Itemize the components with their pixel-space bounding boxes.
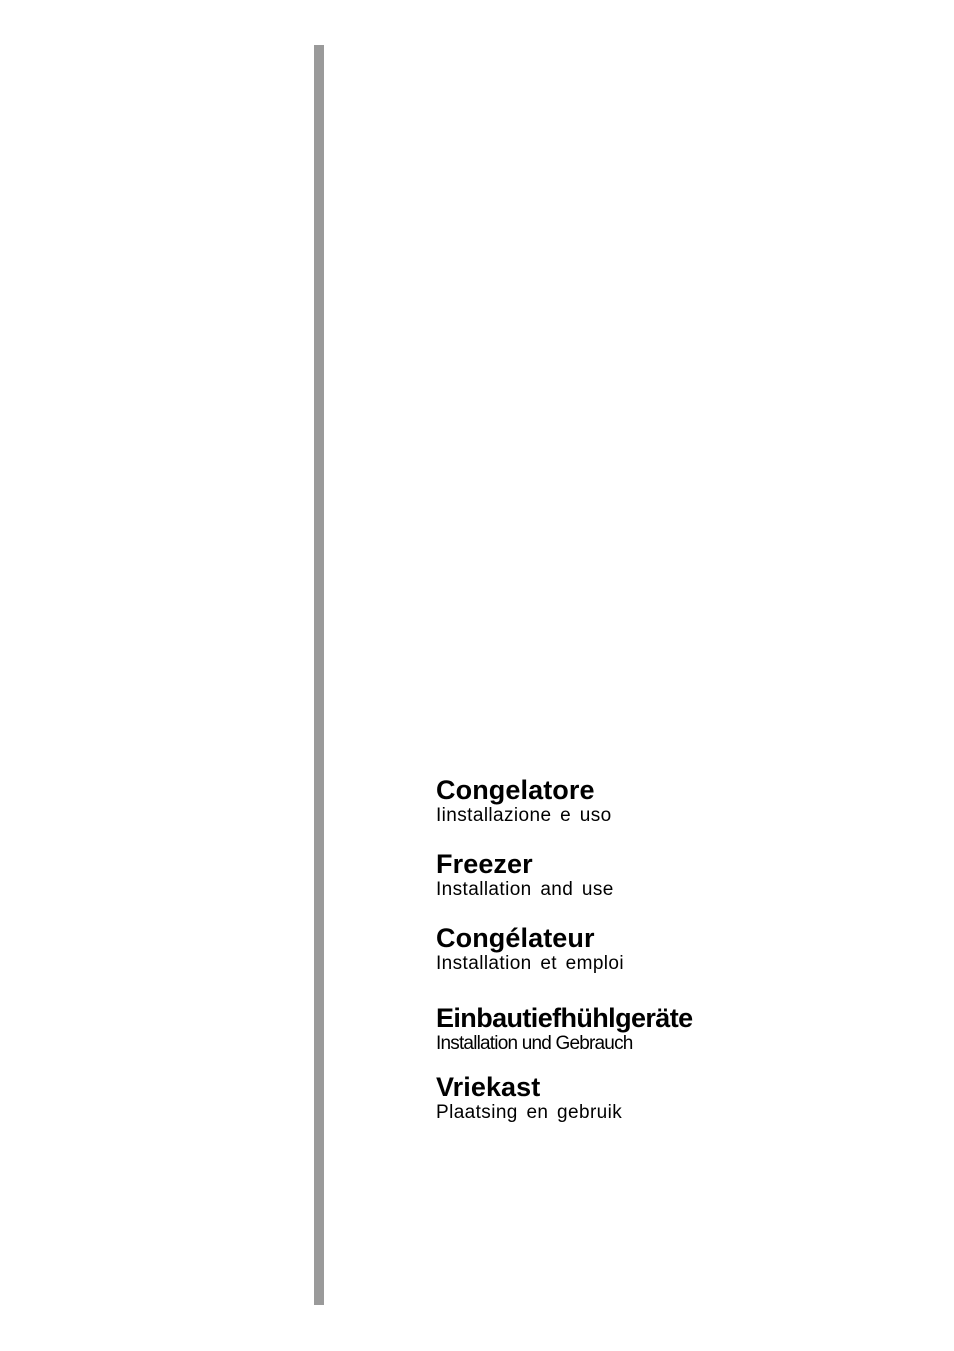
product-title: Freezer (436, 849, 533, 879)
title-entry-german (436, 1003, 693, 1055)
product-title: Vriekast (436, 1072, 541, 1102)
product-title: Einbautiefhühlgeräte (436, 1003, 693, 1033)
product-subtitle: Installation und Gebrauch (436, 1033, 633, 1054)
product-subtitle: Plaatsing en gebruik (436, 1102, 623, 1123)
title-entry-dutch (436, 1072, 622, 1124)
title-entry-french (436, 923, 624, 975)
product-subtitle: Iinstallazione e uso (436, 805, 612, 826)
title-entry-italian (436, 775, 612, 827)
vertical-gray-rule (314, 45, 324, 1305)
product-subtitle: Installation and use (436, 879, 614, 900)
product-subtitle: Installation et emploi (436, 953, 625, 974)
product-title: Congelatore (436, 775, 595, 805)
product-title: Congélateur (436, 923, 595, 953)
title-entry-english (436, 849, 614, 901)
